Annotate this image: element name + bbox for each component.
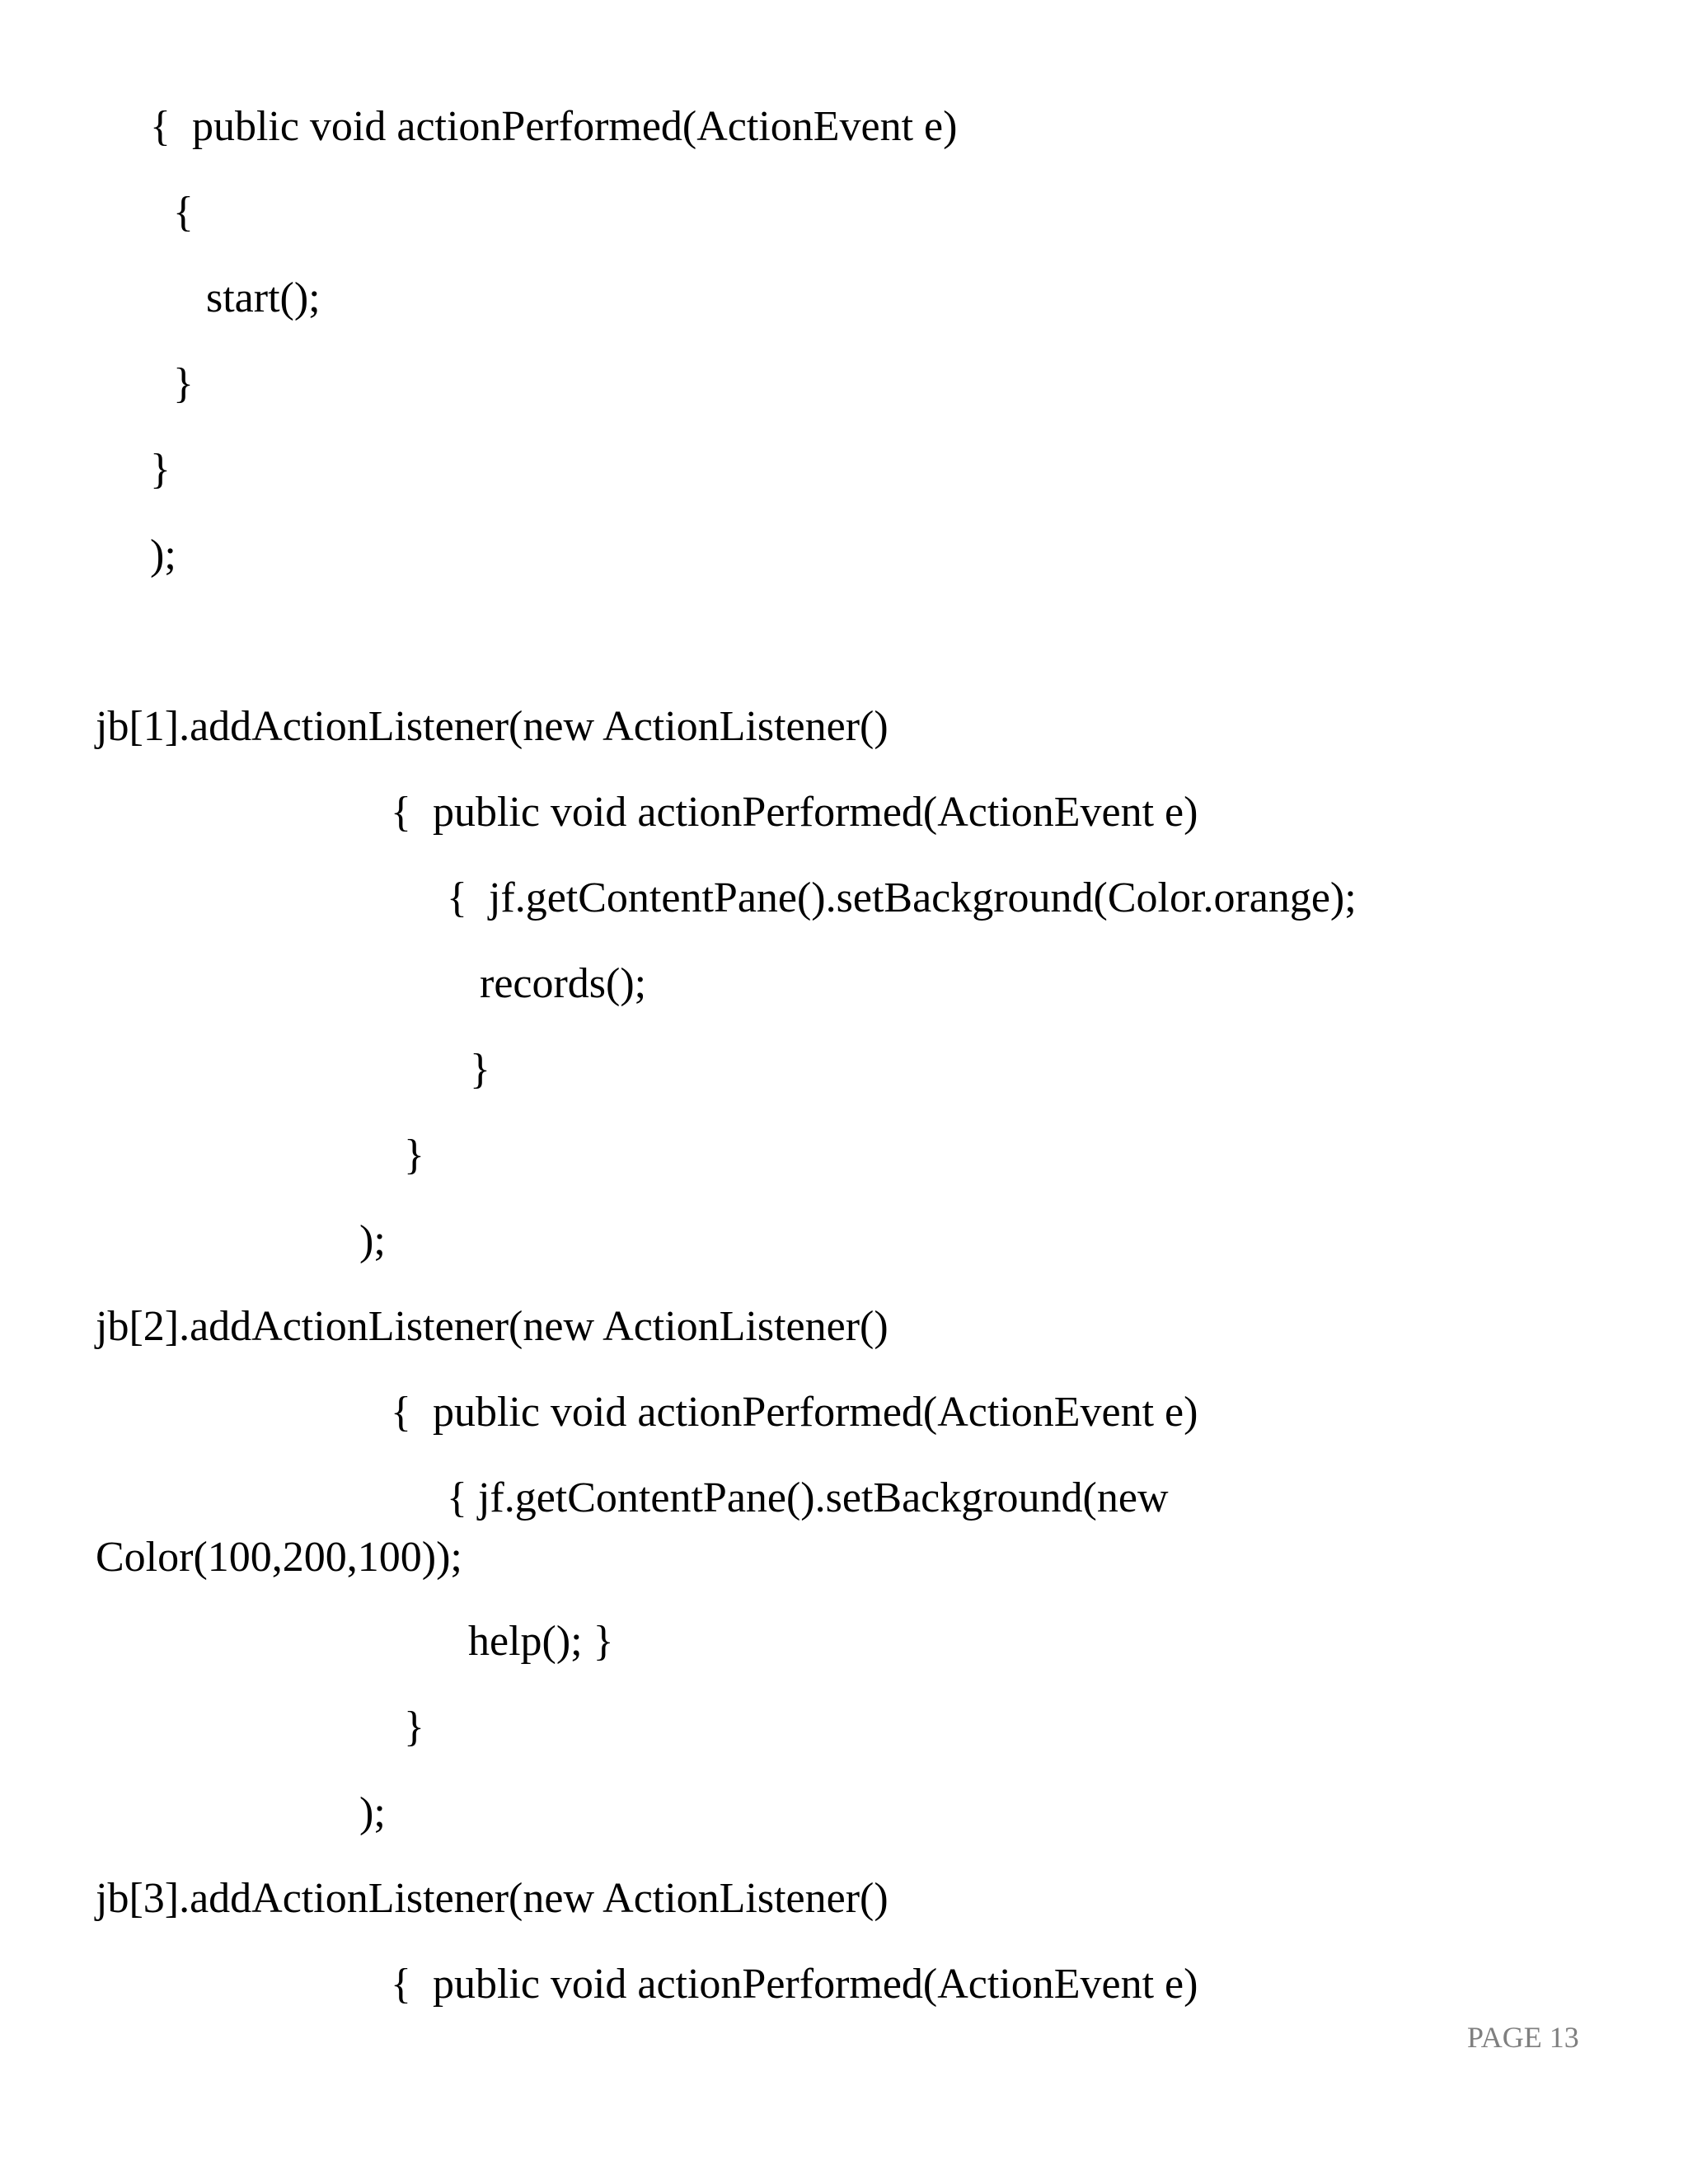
code-line: start(); — [206, 274, 321, 321]
code-line: ); — [359, 1789, 386, 1836]
code-line: records(); — [480, 960, 647, 1007]
code-line: } — [404, 1132, 424, 1179]
code-line: Color(100,200,100)); — [96, 1534, 462, 1581]
code-line: } — [173, 360, 194, 407]
code-line: { jf.getContentPane().setBackground(Color.orange); — [447, 874, 1357, 921]
code-line: { public void actionPerformed(ActionEvent e) — [391, 789, 1198, 836]
code-line: } — [404, 1704, 424, 1750]
code-line: help(); } — [468, 1618, 614, 1665]
page-number: PAGE 13 — [1467, 2021, 1579, 2054]
code-line: ); — [150, 532, 176, 579]
code-line: jb[1].addActionListener(new ActionListener() — [96, 703, 889, 750]
code-line: { — [173, 189, 194, 236]
code-line: } — [470, 1046, 490, 1093]
code-line: { public void actionPerformed(ActionEvent e) — [391, 1389, 1198, 1436]
code-line: } — [150, 446, 171, 493]
code-line: { public void actionPerformed(ActionEvent e) — [391, 1961, 1198, 2008]
code-line: jb[3].addActionListener(new ActionListener() — [96, 1875, 889, 1922]
code-line: jb[2].addActionListener(new ActionListener() — [96, 1303, 889, 1350]
code-line: { jf.getContentPane().setBackground(new — [447, 1474, 1169, 1521]
code-line: { public void actionPerformed(ActionEvent e) — [150, 103, 958, 150]
code-line: ); — [359, 1217, 386, 1264]
